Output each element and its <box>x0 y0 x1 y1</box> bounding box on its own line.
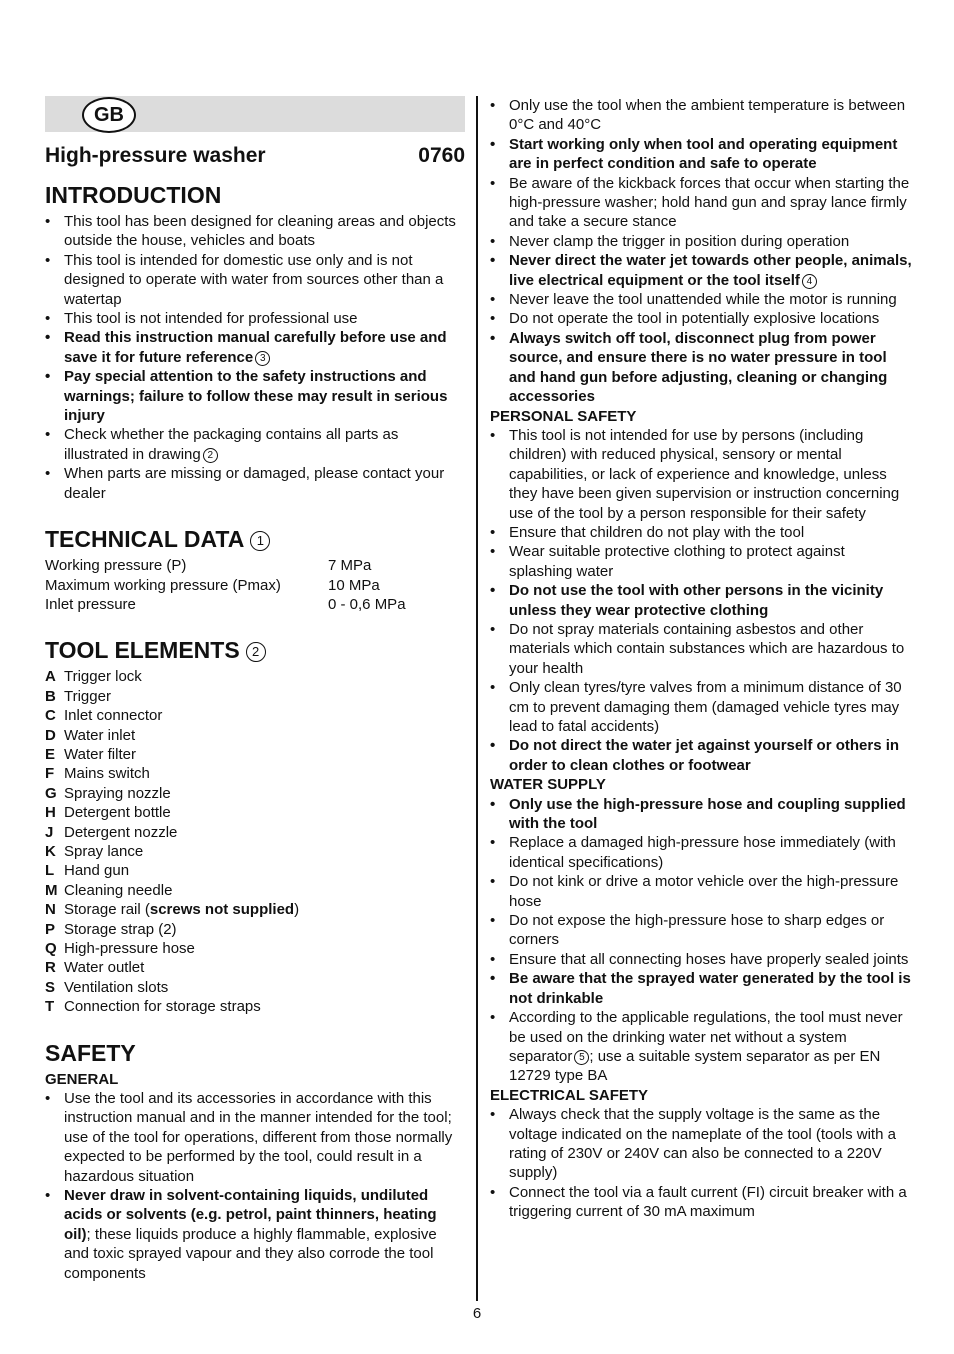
electrical-safety-list <box>490 1105 912 1221</box>
electrical-safety-subheading: ELECTRICAL SAFETY <box>490 1086 649 1104</box>
list-item <box>45 212 465 251</box>
element-name <box>64 745 136 764</box>
list-item <box>490 290 912 309</box>
tool-element-row <box>45 881 465 900</box>
element-name-text: Mains switch <box>64 765 150 783</box>
list-item <box>490 426 912 523</box>
tool-element-row <box>45 803 465 822</box>
list-item-text: Always check that the supply voltage is the same as the voltage indicated on the nameplate of the tool (tools with a rating of 230V or 240V can also be connected to a 220V supply) <box>509 1106 896 1182</box>
tool-element-row <box>45 745 465 764</box>
element-name <box>64 764 150 783</box>
element-name <box>64 706 162 725</box>
document-title <box>45 144 465 168</box>
personal-safety-list <box>490 426 912 775</box>
tool-element-row <box>45 764 465 783</box>
tool-element-row <box>45 706 465 725</box>
tech-row <box>45 576 406 595</box>
list-item <box>45 1089 465 1186</box>
figure-ref-icon: 2 <box>203 448 218 463</box>
list-item <box>490 232 912 251</box>
tech-value: 10 MPa <box>328 576 380 594</box>
list-item <box>490 678 912 736</box>
list-item-text: Never leave the tool unattended while the motor is running <box>509 291 897 309</box>
figure-ref-icon: 5 <box>574 1050 589 1065</box>
list-item <box>490 174 912 232</box>
list-item <box>45 464 465 503</box>
tech-label: Maximum working pressure (Pmax) <box>45 576 281 594</box>
list-item-text: This tool is intended for domestic use only and is not designed to operate with water from sources other than a watertap <box>64 251 444 308</box>
column-divider <box>476 96 478 1301</box>
element-name <box>64 803 171 822</box>
figure-ref-icon: 2 <box>246 642 266 662</box>
element-name-text: Water filter <box>64 745 136 763</box>
element-name <box>64 997 261 1016</box>
list-item-text: Be aware that the sprayed water generated by the tool is not drinkable <box>509 970 911 1007</box>
list-item-text: Do not direct the water jet against yourself or others in order to clean clothes or footwear <box>509 737 900 774</box>
tech-row <box>45 556 406 575</box>
general-safety-list-continued <box>490 96 912 407</box>
tool-elements-list <box>45 667 465 1016</box>
technical-data-section <box>45 526 465 614</box>
list-item-text: Do not use the tool with other persons in the vicinity unless they wear protective clothing <box>509 582 884 619</box>
safety-heading: SAFETY <box>45 1039 136 1066</box>
general-subheading: GENERAL <box>45 1070 119 1088</box>
list-item <box>490 833 912 872</box>
element-name-text: Water inlet <box>64 726 136 744</box>
list-item <box>45 251 465 309</box>
list-item-text: This tool is not intended for use by persons (including children) with reduced physical, sensory or mental capabilities, or lack of experience and knowledge, unless they have been given supervision or instruction concerning use of the tool by a person responsible for their safety <box>509 426 900 522</box>
element-name-text: Hand gun <box>64 862 130 880</box>
list-item <box>490 872 912 911</box>
element-name-text: Trigger <box>64 687 111 705</box>
list-item-text: Use the tool and its accessories in accordance with this instruction manual and in the manner intended for the tool; use of the tool for operations, different from those normally expected to be performed by the tool, could result in a hazardous situation <box>64 1090 453 1185</box>
element-name-text: Spray lance <box>64 842 144 860</box>
element-letter: Q <box>45 940 57 957</box>
list-item <box>490 523 912 542</box>
element-name-text: High-pressure hose <box>64 940 195 957</box>
element-name-text: Connection for storage straps <box>64 998 261 1016</box>
element-name-text: Spraying nozzle <box>64 784 171 802</box>
list-item <box>490 1183 912 1222</box>
element-letter: T <box>45 998 55 1016</box>
element-name <box>64 978 168 997</box>
element-name-text: Water outlet <box>64 959 145 977</box>
element-name-text: Detergent bottle <box>64 804 171 822</box>
tool-element-row <box>45 784 465 803</box>
tech-row <box>45 595 406 614</box>
page-number: 6 <box>472 1305 482 1322</box>
introduction-section <box>45 182 465 503</box>
element-name <box>64 667 142 686</box>
left-column <box>45 96 465 1283</box>
tool-elements-heading <box>45 637 465 663</box>
list-item-text: Wear suitable protective clothing to protect against splashing water <box>509 543 845 580</box>
tool-element-row <box>45 842 465 861</box>
water-supply-list <box>490 795 912 1086</box>
list-item <box>45 309 465 328</box>
tool-element-row <box>45 939 465 958</box>
list-item-text: Be aware of the kickback forces that occur when starting the high-pressure washer; hold hand gun and spray lance firmly and take a secure stance <box>509 174 910 231</box>
technical-data-table <box>45 556 406 614</box>
list-item-bold: Never draw in solvent-containing liquids, undiluted acids or solvents (e.g. petrol, paint thinners, heating oil) <box>64 1187 437 1243</box>
list-item-text: Never direct the water jet towards other people, animals, live electrical equipment or the tool itself <box>509 252 912 289</box>
element-name <box>64 861 129 880</box>
element-name-text: Cleaning needle <box>64 881 173 899</box>
list-item-text: Connect the tool via a fault current (FI) circuit breaker with a triggering current of 30 mA maximum <box>509 1183 907 1221</box>
tool-element-row <box>45 667 465 686</box>
element-name-text: Storage strap (2) <box>64 920 177 938</box>
element-letter: K <box>45 842 56 860</box>
list-item-text: ; these liquids produce a highly flammable, explosive and toxic sprayed vapour and they also corrode the tool components <box>64 1225 437 1282</box>
list-item <box>490 911 912 950</box>
list-item <box>45 1186 465 1283</box>
list-item-text: According to the applicable regulations, the tool must never be used on the drinking water net without a system separator <box>509 1009 903 1065</box>
list-item-text: Only clean tyres/tyre valves from a minimum distance of 30 cm to prevent damaging them (damaged vehicle tyres may lead to fatal accidents) <box>509 679 902 735</box>
introduction-heading: INTRODUCTION <box>45 182 222 208</box>
list-item-text-after: ; use a suitable system separator as per EN 12729 type BA <box>509 1047 881 1085</box>
tool-element-row <box>45 978 465 997</box>
element-name <box>64 823 177 842</box>
right-column <box>490 96 912 1222</box>
list-item-text: Replace a damaged high-pressure hose immediately (with identical specifications) <box>509 834 896 871</box>
element-letter: E <box>45 745 56 763</box>
element-name-text: Inlet connector <box>64 707 163 725</box>
element-letter: H <box>45 804 56 822</box>
list-item <box>490 251 912 290</box>
introduction-list <box>45 212 465 503</box>
list-item <box>45 367 465 425</box>
figure-ref-icon: 3 <box>255 351 270 366</box>
tech-label: Inlet pressure <box>45 595 136 613</box>
tool-element-row <box>45 900 465 919</box>
language-badge: GB <box>82 97 136 133</box>
element-name-suffix: ) <box>294 901 300 919</box>
element-letter: B <box>45 687 56 705</box>
tool-element-row <box>45 823 465 842</box>
model-number: 0760 <box>418 144 465 167</box>
list-item-text: Ensure that all connecting hoses have properly sealed joints <box>509 950 909 968</box>
element-name <box>64 900 299 919</box>
list-item <box>490 1008 912 1086</box>
element-name-bold: screws not supplied <box>149 901 295 919</box>
element-letter: L <box>45 862 55 880</box>
element-letter: C <box>45 707 56 725</box>
safety-section <box>45 1040 465 1283</box>
element-letter: S <box>45 978 56 996</box>
list-item-text: Start working only when tool and operating equipment are in perfect condition and safe to operate <box>509 135 898 173</box>
element-letter: R <box>45 959 56 977</box>
list-item <box>490 309 912 328</box>
list-item <box>45 425 465 464</box>
list-item-text: Do not expose the high-pressure hose to sharp edges or corners <box>509 912 885 949</box>
tech-value: 7 MPa <box>328 557 372 575</box>
element-letter: J <box>45 823 54 841</box>
technical-data-heading <box>45 526 465 552</box>
element-letter: D <box>45 726 56 744</box>
list-item-text: Ensure that children do not play with the tool <box>509 523 805 541</box>
tool-elements-section <box>45 637 465 1016</box>
list-item <box>490 581 912 620</box>
list-item <box>490 542 912 581</box>
list-item-text: This tool is not intended for professional use <box>64 310 358 328</box>
element-name <box>64 939 195 958</box>
list-item-text: Only use the tool when the ambient temperature is between 0°C and 40°C <box>509 97 906 134</box>
list-item <box>490 736 912 775</box>
element-name-text: Trigger lock <box>64 668 142 686</box>
element-name <box>64 881 172 900</box>
list-item-text: Do not spray materials containing asbestos and other materials which contain substances which are hazardous to your health <box>509 620 905 677</box>
list-item-text: When parts are missing or damaged, please contact your dealer <box>64 465 445 502</box>
element-letter: G <box>45 784 57 802</box>
tech-label: Working pressure (P) <box>45 557 187 575</box>
list-item-text: Read this instruction manual carefully before use and save it for future reference <box>64 329 447 366</box>
element-name-text: Detergent nozzle <box>64 823 178 841</box>
list-item-text: Check whether the packaging contains all parts as illustrated in drawing <box>64 426 399 463</box>
element-letter: A <box>45 668 56 686</box>
tool-element-row <box>45 687 465 706</box>
list-item-text: Only use the high-pressure hose and coupling supplied with the tool <box>509 795 906 833</box>
tech-value: 0 - 0,6 MPa <box>328 595 406 613</box>
element-name-text: Storage rail ( <box>64 901 150 919</box>
figure-ref-icon: 1 <box>250 531 270 551</box>
list-item-text: Pay special attention to the safety instructions and warnings; failure to follow these may result in serious injury <box>64 368 448 425</box>
list-item <box>45 328 465 367</box>
element-name <box>64 842 143 861</box>
list-item <box>490 950 912 969</box>
list-item <box>490 620 912 678</box>
language-bar <box>45 96 465 132</box>
tool-element-row <box>45 920 465 939</box>
list-item-text: Do not operate the tool in potentially explosive locations <box>509 310 880 328</box>
element-name-text: Ventilation slots <box>64 978 169 996</box>
element-letter: F <box>45 765 55 783</box>
element-letter: N <box>45 901 56 919</box>
element-letter: M <box>45 881 58 899</box>
tool-element-row <box>45 958 465 977</box>
technical-data-title: TECHNICAL DATA <box>45 526 245 553</box>
figure-ref-icon: 4 <box>802 274 817 289</box>
list-item <box>490 135 912 174</box>
list-item-text: Never clamp the trigger in position during operation <box>509 232 850 250</box>
element-name <box>64 920 177 939</box>
list-item <box>490 795 912 834</box>
element-name <box>64 958 144 977</box>
list-item <box>490 969 912 1008</box>
element-name <box>64 726 135 745</box>
element-name <box>64 784 171 803</box>
list-item-text: This tool has been designed for cleaning areas and objects outside the house, vehicles and boats <box>64 213 456 250</box>
list-item <box>490 1105 912 1183</box>
list-item-text: Do not kink or drive a motor vehicle over the high-pressure hose <box>509 873 899 910</box>
list-item-text: Always switch off tool, disconnect plug from power source, and ensure there is no water pressure in tool and hand gun before adjusting, cleaning or changing accessories <box>509 329 888 406</box>
product-name: High-pressure washer <box>45 144 266 167</box>
water-supply-subheading: WATER SUPPLY <box>490 776 606 794</box>
list-item <box>490 96 912 135</box>
tool-element-row <box>45 997 465 1016</box>
element-name <box>64 687 111 706</box>
element-letter: P <box>45 920 56 938</box>
list-item <box>490 329 912 407</box>
general-safety-list <box>45 1089 465 1283</box>
personal-safety-subheading: PERSONAL SAFETY <box>490 407 637 425</box>
tool-element-row <box>45 861 465 880</box>
tool-element-row <box>45 726 465 745</box>
tool-elements-title: TOOL ELEMENTS <box>45 637 240 664</box>
